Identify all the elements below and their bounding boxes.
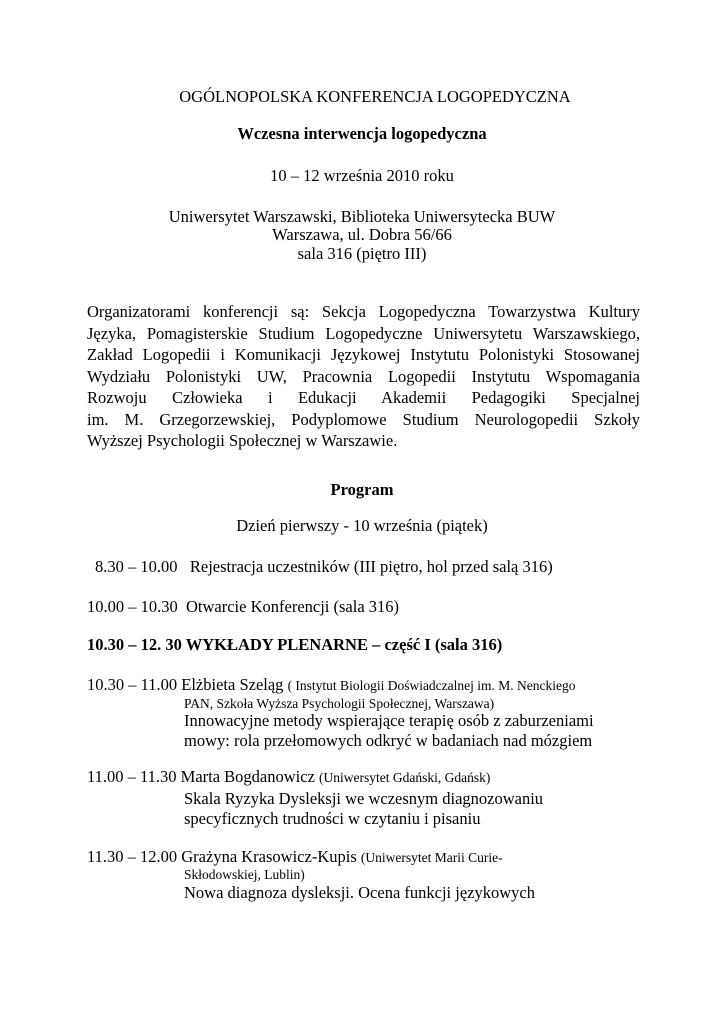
talk-2-title-line-1: Skala Ryzyka Dysleksji we wczesnym diagnozowaniu (184, 789, 544, 808)
organizers-line: Organizatorami konferencji są: Sekcja Logopedyczna Towarzystwa Kultury (87, 302, 640, 321)
conference-title: OGÓLNOPOLSKA KONFERENCJA LOGOPEDYCZNA (179, 87, 571, 106)
organizers-line: Rozwoju Człowieka i Edukacji Akademii Pedagogiki Specjalnej (87, 388, 640, 407)
talk-1-header (87, 675, 576, 695)
venue-line-3: sala 316 (piętro III) (297, 244, 427, 263)
venue-line-2: Warszawa, ul. Dobra 56/66 (272, 225, 452, 244)
organizers-line: Języka, Pomagisterskie Studium Logopedyczne Uniwersytetu Warszawskiego, (87, 323, 640, 343)
talk-affiliation: ( Instytut Biologii Doświadczalnej im. M. Nenckiego (287, 678, 576, 693)
talk-affiliation: (Uniwersytet Marii Curie- (360, 850, 503, 865)
organizers-line: Wyższej Psychologii Społecznej w Warszawie. (87, 431, 398, 450)
schedule-text: Otwarcie Konferencji (sala 316) (186, 597, 400, 616)
schedule-text: Rejestracja uczestników (III piętro, hol przed salą 316) (189, 557, 553, 576)
conference-subtitle: Wczesna interwencja logopedyczna (237, 124, 487, 143)
day-heading: Dzień pierwszy - 10 września (piątek) (236, 516, 488, 535)
schedule-time: 10.00 – 10.30 (87, 597, 178, 616)
talk-speaker: Marta Bogdanowicz (180, 767, 315, 786)
talk-speaker: Grażyna Krasowicz-Kupis (181, 847, 357, 866)
plenary-heading: 10.30 – 12. 30 WYKŁADY PLENARNE – część I (sala 316) (87, 635, 503, 654)
organizers-line: Wydziału Polonistyki UW, Pracownia Logopedii Instytutu Wspomagania (87, 366, 640, 386)
talk-1-title-line-1: Innowacyjne metody wspierające terapię osób z zaburzeniami (184, 711, 594, 730)
talk-1-affiliation-cont: PAN, Szkoła Wyższa Psychologii Społecznej, Warszawa) (184, 696, 495, 711)
schedule-item-opening (87, 597, 399, 617)
organizers-line: Zakład Logopedii i Komunikacji Językowej Instytutu Polonistyki Stosowanej (87, 345, 640, 364)
talk-time: 10.30 – 11.00 (87, 675, 178, 694)
talk-time: 11.30 – 12.00 (87, 847, 178, 866)
talk-2-header (87, 767, 490, 787)
schedule-time: 8.30 – 10.00 (95, 557, 178, 576)
talk-2-title-line-2: specyficznych trudności w czytaniu i pisaniu (184, 809, 481, 828)
talk-speaker: Elżbieta Szeląg (181, 675, 284, 694)
organizers-paragraph (87, 301, 640, 452)
program-heading: Program (330, 480, 394, 499)
talk-affiliation: (Uniwersytet Gdański, Gdańsk) (319, 770, 491, 785)
talk-1-title-line-2: mowy: rola przełomowych odkryć w badaniach nad mózgiem (184, 731, 593, 750)
organizers-line: im. M. Grzegorzewskiej, Podyplomowe Studium Neurologopedii Szkoły (87, 409, 640, 429)
talk-3-affiliation-cont: Skłodowskiej, Lublin) (184, 867, 305, 882)
conference-dates: 10 – 12 września 2010 roku (270, 166, 454, 185)
venue-line-1: Uniwersytet Warszawski, Biblioteka Uniwersytecka BUW (168, 207, 556, 226)
talk-3-header (87, 847, 503, 867)
talk-time: 11.00 – 11.30 (87, 767, 177, 786)
talk-3-title-line-1: Nowa diagnoza dysleksji. Ocena funkcji językowych (184, 883, 535, 902)
schedule-item-registration (95, 557, 553, 577)
